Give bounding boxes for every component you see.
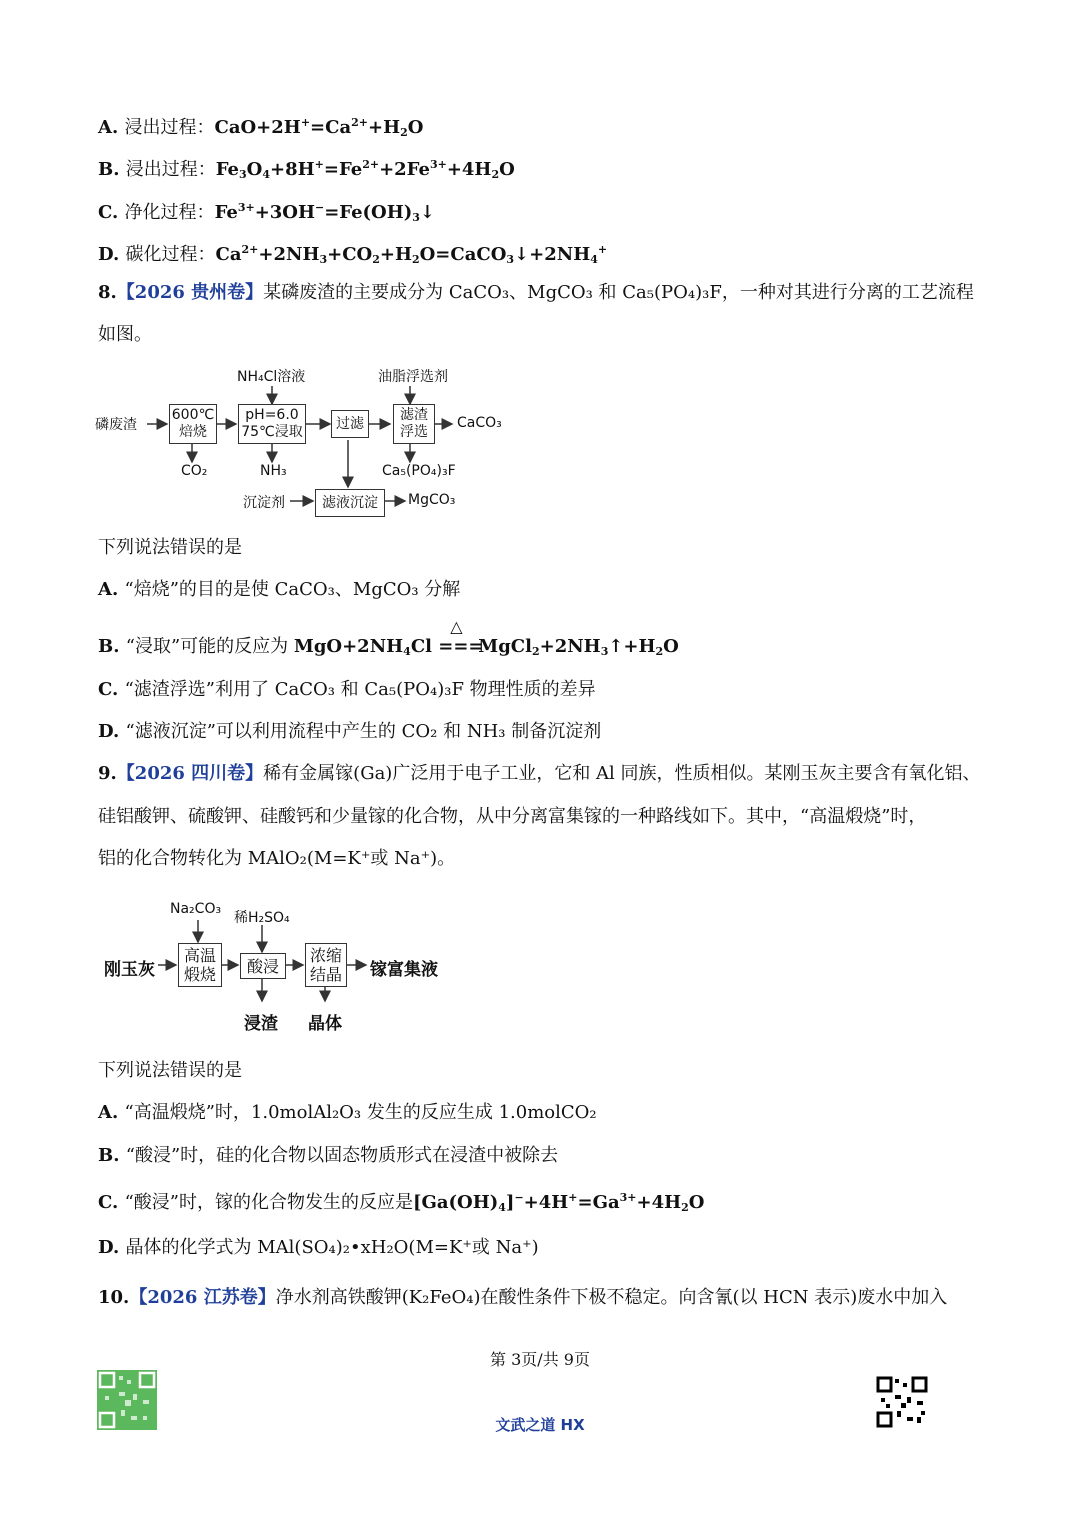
q8-flow-output-nh3: NH₃: [260, 463, 287, 479]
q8-flow-output-mgco3: MgCO₃: [408, 492, 456, 508]
q7-option-c: C. 净化过程：$Fe^{3+}+3OH^-=Fe(OH)_3↓$: [98, 201, 436, 224]
q9-flow-reagent-na2co3: Na₂CO₃: [170, 901, 222, 917]
q8-prompt: 下列说法错误的是: [98, 537, 242, 558]
q8-flow-precipitation-box: [315, 489, 385, 517]
q9-flow-calcination-line1: 高温: [183, 946, 216, 965]
q8-flow-roast-temp: 600℃: [171, 407, 215, 423]
q9-option-c: C. “酸浸”时，镓的化合物发生的反应是$[Ga(OH)_4]^-+4H^+=Ga^{3+}+4H_2O$: [98, 1191, 705, 1214]
q8-flow-precipitant: 沉淀剂: [243, 495, 285, 511]
q8-flow-reagent-flotation: 油脂浮选剂: [378, 369, 448, 385]
q8-flow-leach-box: [238, 404, 306, 444]
q8-flow-output-ca5: Ca₅(PO₄)₃F: [382, 463, 456, 479]
q9-flow-reagent-h2so4: 稀H₂SO₄: [234, 910, 290, 926]
q9-stem-line3: 铝的化合物转化为 MAlO₂(M=K⁺或 Na⁺)。: [98, 848, 456, 869]
q8-flow-flotation-line2: 浮选: [400, 424, 428, 440]
q8-option-d: D. “滤液沉淀”可以利用流程中产生的 CO₂ 和 NH₃ 制备沉淀剂: [98, 721, 602, 742]
q9-stem-line2: 硅铝酸钾、硫酸钾、硅酸钙和少量镓的化合物，从中分离富集镓的一种路线如下。其中，“高温煅烧”时，: [98, 806, 927, 827]
q8-flow-output-caco3: CaCO₃: [457, 415, 502, 431]
page-number: 第 3页/共 9页: [490, 1350, 590, 1369]
q8-flow-input: 磷废渣: [95, 417, 137, 433]
q10-source-tag: 【2026 江苏卷】: [129, 1287, 276, 1308]
q9-flow-output: 镓富集液: [370, 960, 438, 980]
q9-flow-input: 刚玉灰: [104, 960, 155, 980]
q9-flow-acid-leach-box: [240, 953, 286, 979]
q8-flow-diagram: [95, 362, 525, 522]
q9-flow-acid-leach-label: 酸浸: [246, 956, 279, 976]
q8-stem-line2: 如图。: [98, 324, 152, 345]
q8-flow-leach-ph: pH=6.0: [245, 407, 299, 423]
q9-flow-residue: 浸渣: [244, 1014, 278, 1034]
q8-flow-arrows: [95, 362, 525, 522]
q8-flow-output-co2: CO₂: [181, 463, 208, 479]
q8-option-c: C. “滤渣浮选”利用了 CaCO₃ 和 Ca₅(PO₄)₃F 物理性质的差异: [98, 679, 596, 700]
q8-flow-precipitation-label: 滤液沉淀: [322, 494, 378, 511]
q9-flow-calcination-box: [178, 943, 222, 987]
q9-flow-crystallize-line1: 浓缩: [309, 946, 342, 965]
q9-flow-crystallize-box: [305, 943, 347, 987]
q7-option-d: D. 碳化过程：$Ca^{2+}+2NH_3+CO_2+H_2O=CaCO_3↓+2NH_4^+$: [98, 243, 608, 266]
q8-flow-filter-box: [331, 410, 369, 438]
q9-option-b: B. “酸浸”时，硅的化合物以固态物质形式在浸渣中被除去: [98, 1145, 559, 1166]
q7-option-b: B. 浸出过程：$Fe_3O_4+8H^+=Fe^{2+}+2Fe^{3+}+4H_2O$: [98, 158, 515, 181]
q8-flow-leach-label: 75℃浸取: [241, 424, 303, 440]
q8-flow-reagent-nh4cl: NH₄Cl溶液: [237, 369, 306, 385]
q8-option-a: A. “焙烧”的目的是使 CaCO₃、MgCO₃ 分解: [98, 579, 461, 600]
qr-code-right-icon: [876, 1376, 928, 1428]
footer-brand: 文武之道 HX: [495, 1416, 585, 1434]
qr-code-left-icon: [97, 1370, 157, 1430]
q8-source-tag: 【2026 贵州卷】: [116, 282, 264, 303]
q8-flow-filter-label: 过滤: [336, 415, 364, 432]
q9-flow-diagram: [100, 895, 460, 1040]
q9-source-tag: 【2026 四川卷】: [116, 763, 264, 784]
q10-stem-line1: 10.【2026 江苏卷】净水剂高铁酸钾(K₂FeO₄)在酸性条件下极不稳定。向含氰(以 HCN 表示)废水中加入: [98, 1287, 948, 1308]
q9-option-a: A. “高温煅烧”时，1.0molAl₂O₃ 发生的反应生成 1.0molCO₂: [98, 1102, 597, 1123]
q9-stem-line1: 9.【2026 四川卷】稀有金属镓(Ga)广泛用于电子工业，它和 Al 同族，性质相似。某刚玉灰主要含有氧化铝、: [98, 763, 981, 784]
q8-option-b: B. “浸取”可能的反应为 $MgO+2NH_4Cl$ △ $===MgCl_2+2NH_3↑+H_2O$: [98, 617, 679, 658]
q8-flow-flotation-line1: 滤渣: [400, 407, 428, 423]
q7-option-a: A. 浸出过程：$CaO+2H^+=Ca^{2+}+H_2O$: [98, 116, 424, 139]
q9-flow-calcination-line2: 煅烧: [183, 965, 216, 984]
q8-stem-line1: 8.【2026 贵州卷】某磷废渣的主要成分为 CaCO₃、MgCO₃ 和 Ca₅(PO₄)₃F，一种对其进行分离的工艺流程: [98, 282, 974, 303]
q9-prompt: 下列说法错误的是: [98, 1060, 242, 1081]
q9-option-d: D. 晶体的化学式为 MAl(SO₄)₂•xH₂O(M=K⁺或 Na⁺): [98, 1237, 539, 1258]
q9-flow-crystallize-line2: 结晶: [309, 965, 342, 984]
q8-flow-roast-box: [169, 404, 217, 444]
q8-flow-flotation-box: [393, 404, 435, 444]
q8-heat-condition: △ ===: [438, 617, 484, 657]
q9-flow-crystal: 晶体: [308, 1014, 342, 1034]
q8-flow-roast-label: 焙烧: [179, 424, 207, 440]
